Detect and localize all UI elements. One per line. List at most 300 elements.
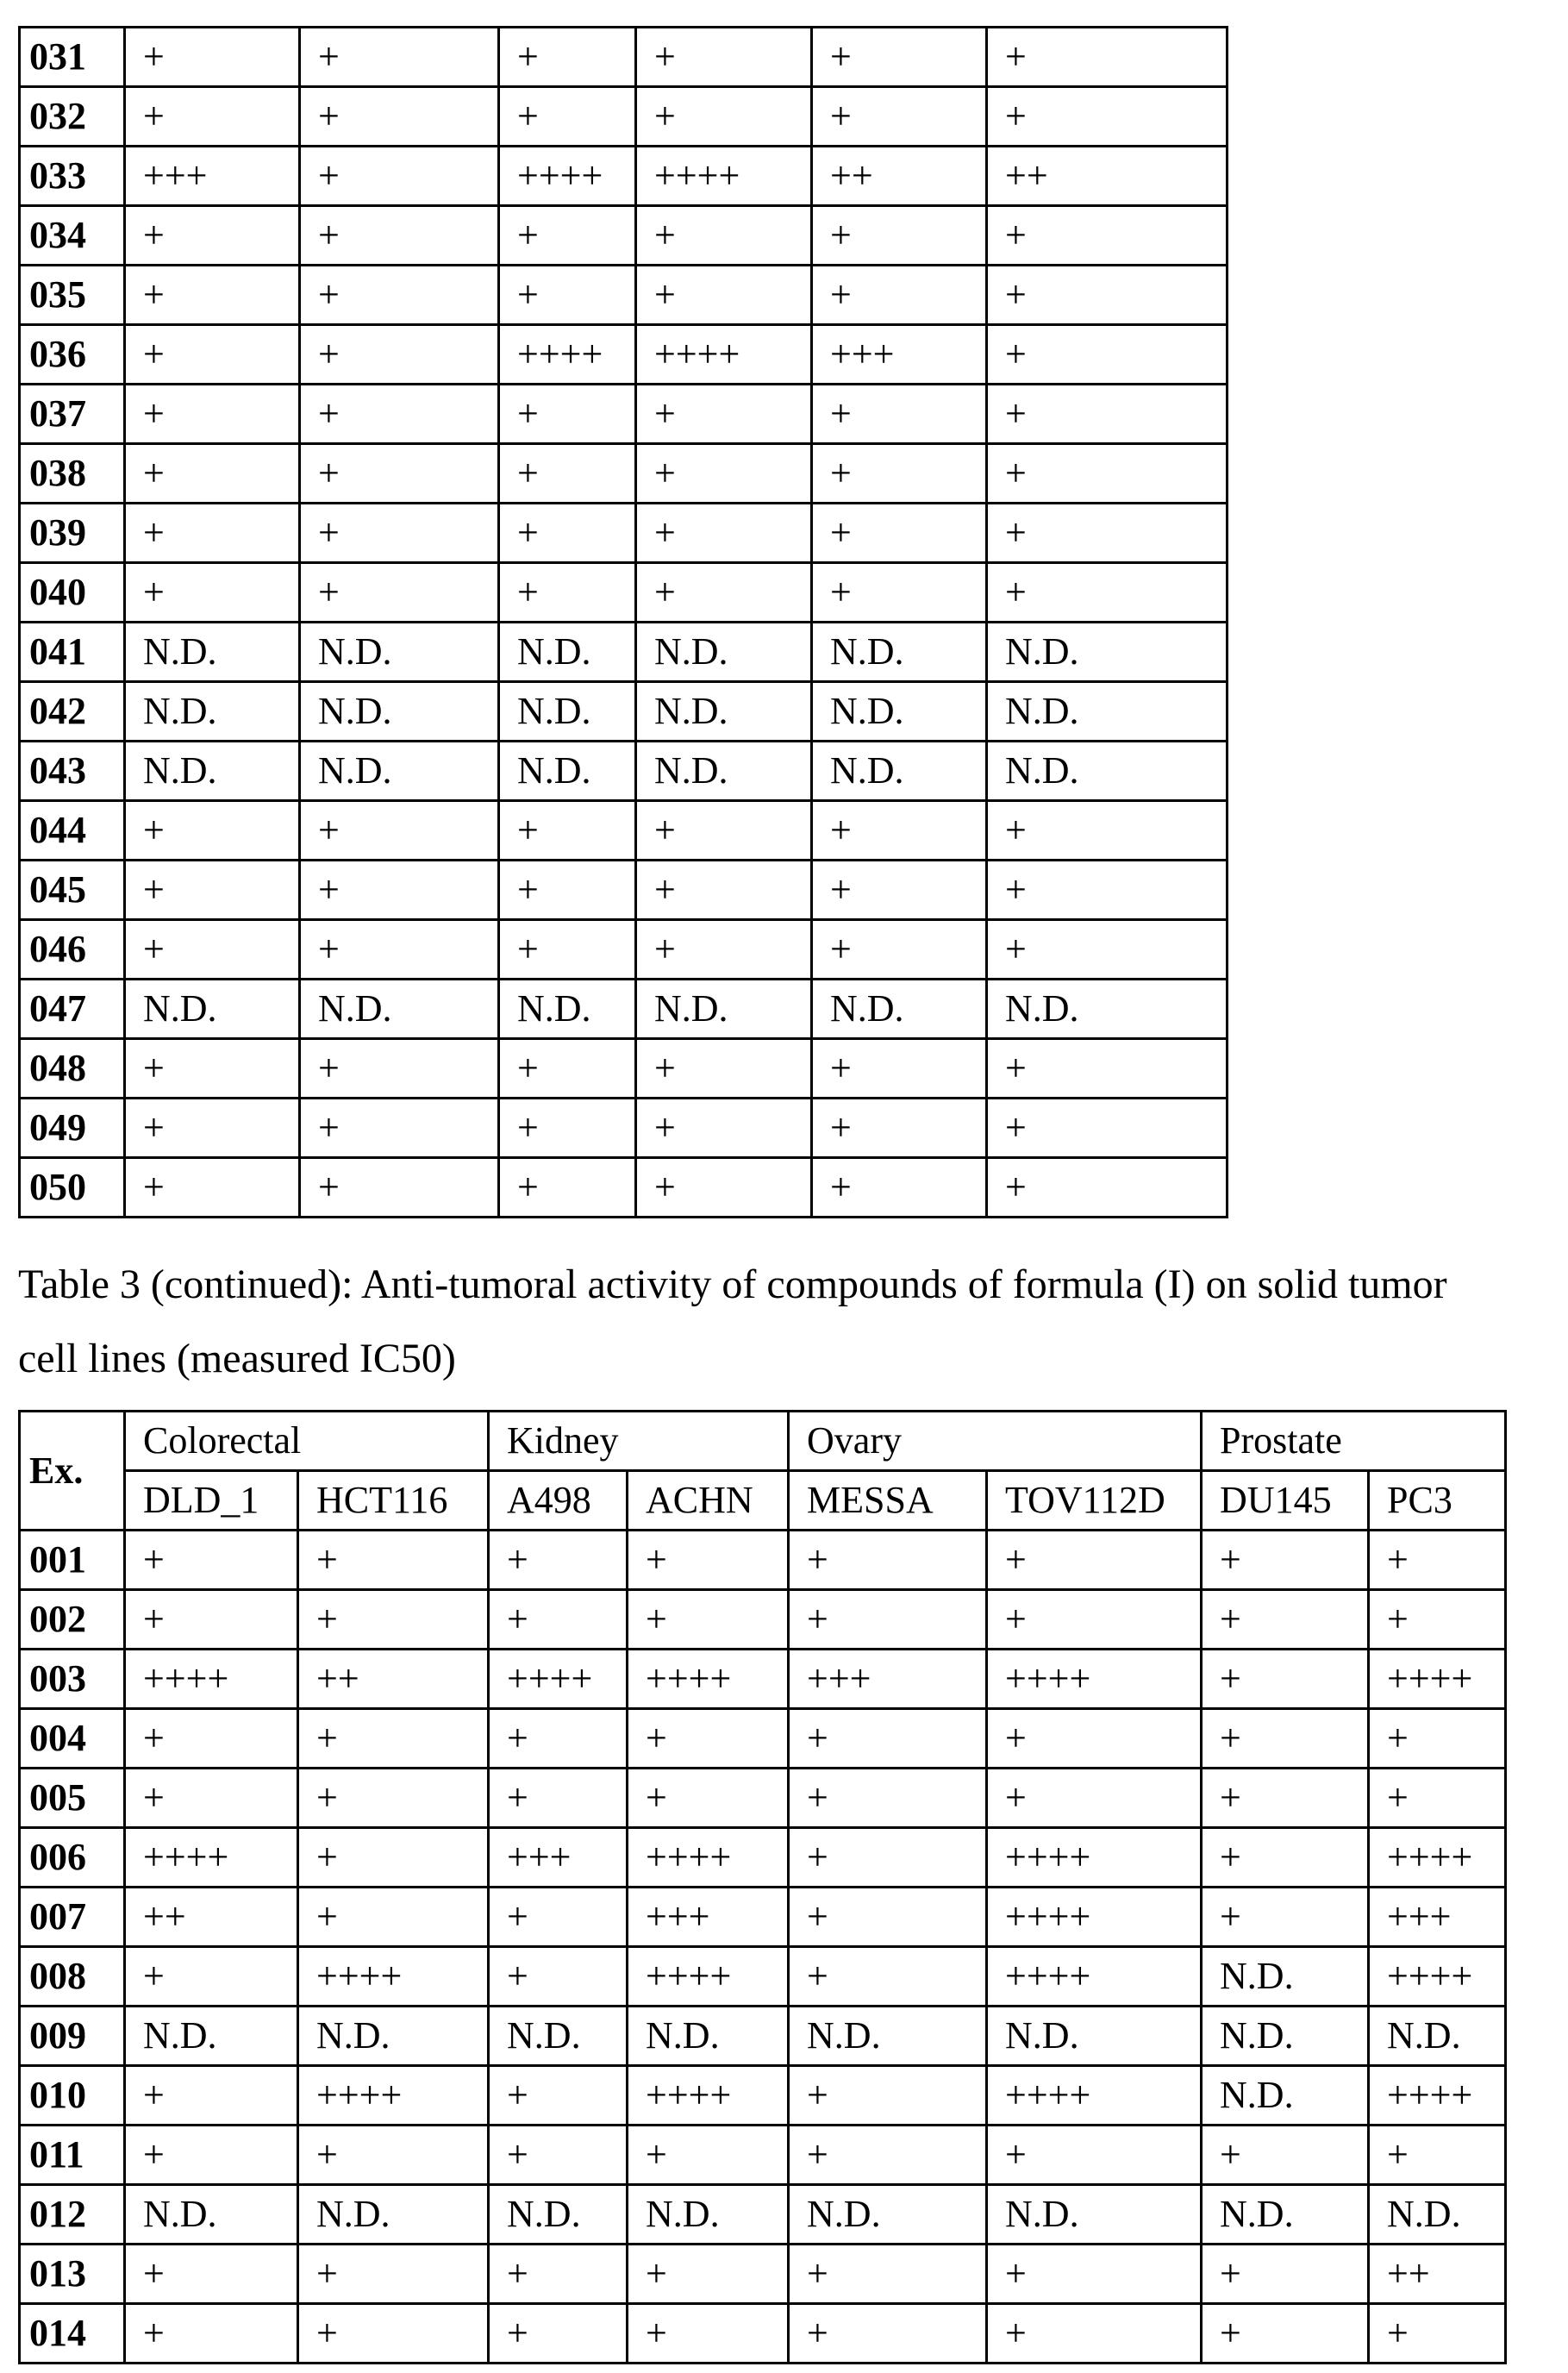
- activity-cell: +: [125, 1158, 300, 1218]
- table-row: [20, 28, 1228, 87]
- activity-cell: +: [1369, 1531, 1506, 1590]
- activity-cell: +: [499, 206, 636, 266]
- activity-cell: +: [1202, 1650, 1369, 1709]
- activity-cell: +: [812, 563, 987, 623]
- cell-line-header: ACHN: [628, 1471, 789, 1531]
- table-row: [20, 623, 1228, 682]
- activity-cell: +: [125, 1039, 300, 1099]
- activity-cell: +: [300, 861, 499, 920]
- activity-cell: +: [987, 1531, 1202, 1590]
- activity-cell: +: [125, 2066, 298, 2126]
- activity-cell: N.D.: [300, 742, 499, 801]
- activity-cell: +: [987, 206, 1228, 266]
- activity-cell: +: [298, 2245, 489, 2304]
- activity-cell: +: [789, 2126, 987, 2185]
- activity-cell: +: [987, 1158, 1228, 1218]
- activity-cell: +: [298, 2304, 489, 2364]
- activity-cell: +: [987, 861, 1228, 920]
- example-id-cell: 032: [20, 87, 125, 147]
- activity-cell: +: [1202, 1828, 1369, 1888]
- activity-cell: N.D.: [987, 2007, 1202, 2066]
- table-row: [20, 2007, 1506, 2066]
- activity-cell: +: [125, 2245, 298, 2304]
- activity-cell: N.D.: [636, 980, 812, 1039]
- activity-cell: +: [489, 2304, 628, 2364]
- activity-cell: +: [489, 2066, 628, 2126]
- table-row: [20, 385, 1228, 444]
- activity-cell: +: [300, 206, 499, 266]
- table-row: [20, 2066, 1506, 2126]
- table-row: [20, 1888, 1506, 1947]
- activity-cell: N.D.: [987, 2185, 1202, 2245]
- example-id-cell: 031: [20, 28, 125, 87]
- example-id-cell: 037: [20, 385, 125, 444]
- example-id-cell: 007: [20, 1888, 125, 1947]
- activity-cell: +: [125, 920, 300, 980]
- example-id-cell: 005: [20, 1769, 125, 1828]
- table-row: [20, 444, 1228, 504]
- activity-cell: +: [499, 920, 636, 980]
- activity-cell: ++++: [636, 325, 812, 385]
- activity-cell: +: [489, 1888, 628, 1947]
- activity-cell: N.D.: [789, 2007, 987, 2066]
- activity-cell: +++: [489, 1828, 628, 1888]
- cell-line-header: A498: [489, 1471, 628, 1531]
- example-id-cell: 039: [20, 504, 125, 563]
- activity-cell: +: [636, 1158, 812, 1218]
- activity-cell: +: [812, 444, 987, 504]
- activity-cell: +: [300, 1158, 499, 1218]
- activity-cell: +: [812, 504, 987, 563]
- activity-cell: +: [987, 87, 1228, 147]
- table-row: [20, 742, 1228, 801]
- activity-cell: +: [789, 2245, 987, 2304]
- activity-cell: +: [987, 1099, 1228, 1158]
- activity-cell: +: [987, 1039, 1228, 1099]
- activity-cell: +: [812, 87, 987, 147]
- activity-cell: ++++: [628, 2066, 789, 2126]
- activity-cell: +: [812, 920, 987, 980]
- activity-cell: +: [987, 1769, 1202, 1828]
- activity-cell: ++++: [499, 325, 636, 385]
- activity-cell: +: [628, 1590, 789, 1650]
- example-id-cell: 043: [20, 742, 125, 801]
- activity-cell: +: [789, 1709, 987, 1769]
- activity-cell: ++++: [628, 1947, 789, 2007]
- activity-cell: +: [499, 504, 636, 563]
- activity-cell: +: [125, 87, 300, 147]
- activity-cell: +: [789, 1590, 987, 1650]
- activity-cell: +: [125, 266, 300, 325]
- activity-cell: +: [628, 2126, 789, 2185]
- activity-cell: +: [499, 28, 636, 87]
- cell-line-header: DU145: [1202, 1471, 1369, 1531]
- activity-cell: N.D.: [1202, 2066, 1369, 2126]
- activity-cell: N.D.: [125, 623, 300, 682]
- activity-cell: N.D.: [499, 742, 636, 801]
- cell-line-header-row: [20, 1471, 1506, 1531]
- tissue-group-header: Ovary: [789, 1412, 1202, 1471]
- activity-cell: +: [636, 1039, 812, 1099]
- tissue-group-header-row: [20, 1412, 1506, 1471]
- activity-cell: N.D.: [1202, 2007, 1369, 2066]
- activity-cell: +: [125, 2304, 298, 2364]
- activity-cell: +: [489, 1769, 628, 1828]
- activity-cell: N.D.: [499, 623, 636, 682]
- activity-cell: N.D.: [125, 682, 300, 742]
- example-id-cell: 010: [20, 2066, 125, 2126]
- activity-cell: +: [125, 1947, 298, 2007]
- activity-cell: ++: [125, 1888, 298, 1947]
- activity-cell: +: [812, 206, 987, 266]
- activity-cell: ++++: [298, 2066, 489, 2126]
- activity-cell: N.D.: [489, 2007, 628, 2066]
- ex-column-header: Ex.: [20, 1412, 125, 1531]
- example-id-cell: 038: [20, 444, 125, 504]
- activity-cell: +: [300, 266, 499, 325]
- activity-cell: +: [1369, 2126, 1506, 2185]
- activity-cell: +: [987, 266, 1228, 325]
- bottom-table-body: [20, 1531, 1506, 2364]
- example-id-cell: 046: [20, 920, 125, 980]
- activity-cell: +: [298, 1590, 489, 1650]
- activity-cell: +: [125, 1769, 298, 1828]
- activity-cell: ++++: [298, 1947, 489, 2007]
- table-row: [20, 1158, 1228, 1218]
- activity-cell: +: [636, 28, 812, 87]
- activity-cell: +: [300, 28, 499, 87]
- bottom-table-header: [20, 1412, 1506, 1531]
- activity-cell: N.D.: [789, 2185, 987, 2245]
- cell-line-header: DLD_1: [125, 1471, 298, 1531]
- activity-cell: +: [812, 1099, 987, 1158]
- activity-cell: N.D.: [125, 2007, 298, 2066]
- activity-cell: +: [789, 2066, 987, 2126]
- activity-cell: +: [987, 325, 1228, 385]
- activity-cell: +: [300, 147, 499, 206]
- activity-cell: +: [300, 801, 499, 861]
- activity-cell: +: [636, 861, 812, 920]
- tissue-group-header: Kidney: [489, 1412, 789, 1471]
- example-id-cell: 013: [20, 2245, 125, 2304]
- activity-cell: +: [987, 28, 1228, 87]
- activity-cell: N.D.: [812, 682, 987, 742]
- activity-cell: N.D.: [125, 980, 300, 1039]
- activity-cell: +: [987, 1590, 1202, 1650]
- activity-cell: +: [812, 266, 987, 325]
- activity-cell: +: [987, 920, 1228, 980]
- activity-cell: +: [987, 801, 1228, 861]
- activity-cell: +: [300, 1039, 499, 1099]
- cell-line-header: MESSA: [789, 1471, 987, 1531]
- activity-cell: ++++: [489, 1650, 628, 1709]
- activity-cell: +: [125, 1709, 298, 1769]
- activity-cell: ++++: [987, 1947, 1202, 2007]
- activity-cell: +: [489, 1531, 628, 1590]
- activity-cell: +: [636, 801, 812, 861]
- activity-cell: +: [298, 1828, 489, 1888]
- activity-cell: N.D.: [987, 980, 1228, 1039]
- activity-cell: +: [987, 504, 1228, 563]
- table-row: [20, 1947, 1506, 2007]
- activity-cell: +: [300, 920, 499, 980]
- activity-cell: +: [499, 1099, 636, 1158]
- activity-cell: +: [125, 801, 300, 861]
- activity-cell: +: [499, 266, 636, 325]
- activity-cell: +: [499, 444, 636, 504]
- activity-cell: +: [125, 1590, 298, 1650]
- activity-cell: ++++: [1369, 2066, 1506, 2126]
- activity-cell: N.D.: [987, 623, 1228, 682]
- activity-cell: +: [300, 1099, 499, 1158]
- activity-cell: +++: [628, 1888, 789, 1947]
- table-row: [20, 147, 1228, 206]
- example-id-cell: 034: [20, 206, 125, 266]
- example-id-cell: 047: [20, 980, 125, 1039]
- activity-cell: +: [300, 563, 499, 623]
- activity-cell: +: [300, 385, 499, 444]
- activity-cell: +: [789, 1828, 987, 1888]
- activity-cell: +: [499, 1158, 636, 1218]
- activity-cell: ++++: [987, 1828, 1202, 1888]
- activity-cell: +: [636, 563, 812, 623]
- activity-cell: N.D.: [1369, 2007, 1506, 2066]
- example-id-cell: 009: [20, 2007, 125, 2066]
- activity-cell: N.D.: [499, 682, 636, 742]
- activity-cell: ++++: [1369, 1947, 1506, 2007]
- activity-cell: +: [628, 1531, 789, 1590]
- activity-cell: +: [812, 28, 987, 87]
- activity-cell: +: [125, 861, 300, 920]
- activity-cell: +: [636, 385, 812, 444]
- activity-cell: N.D.: [300, 980, 499, 1039]
- activity-cell: N.D.: [298, 2007, 489, 2066]
- activity-cell: +: [1369, 1769, 1506, 1828]
- activity-cell: +: [1202, 1590, 1369, 1650]
- activity-cell: +: [1202, 1531, 1369, 1590]
- activity-cell: ++++: [628, 1650, 789, 1709]
- activity-cell: N.D.: [987, 682, 1228, 742]
- activity-cell: +: [789, 1888, 987, 1947]
- table-row: [20, 266, 1228, 325]
- activity-cell: +: [125, 563, 300, 623]
- table-row: [20, 2245, 1506, 2304]
- activity-cell: +: [125, 28, 300, 87]
- activity-cell: N.D.: [628, 2007, 789, 2066]
- activity-cell: +: [298, 1769, 489, 1828]
- activity-cell: +: [125, 325, 300, 385]
- example-id-cell: 011: [20, 2126, 125, 2185]
- activity-cell: N.D.: [636, 623, 812, 682]
- activity-cell: +: [1369, 1709, 1506, 1769]
- activity-cell: +: [125, 504, 300, 563]
- activity-cell: +: [636, 266, 812, 325]
- example-id-cell: 048: [20, 1039, 125, 1099]
- activity-cell: +: [812, 385, 987, 444]
- table-row: [20, 87, 1228, 147]
- activity-cell: N.D.: [125, 2185, 298, 2245]
- activity-cell: +: [1202, 2126, 1369, 2185]
- activity-cell: N.D.: [125, 742, 300, 801]
- table-caption-line2: cell lines (measured IC50): [18, 1336, 456, 1381]
- table-row: [20, 2126, 1506, 2185]
- activity-cell: +: [125, 444, 300, 504]
- activity-cell: N.D.: [1369, 2185, 1506, 2245]
- table-row: [20, 2304, 1506, 2364]
- activity-cell: ++: [298, 1650, 489, 1709]
- example-id-cell: 012: [20, 2185, 125, 2245]
- table-caption-line1: Table 3 (continued): Anti-tumoral activity of compounds of formula (I) on solid tumor: [18, 1262, 1447, 1307]
- table-row: [20, 1828, 1506, 1888]
- activity-cell: +: [987, 2245, 1202, 2304]
- example-id-cell: 045: [20, 861, 125, 920]
- activity-cell: N.D.: [489, 2185, 628, 2245]
- activity-cell: +: [812, 801, 987, 861]
- activity-cell: +: [636, 1099, 812, 1158]
- table-row: [20, 1039, 1228, 1099]
- activity-cell: +: [499, 87, 636, 147]
- activity-cell: +: [499, 1039, 636, 1099]
- example-id-cell: 014: [20, 2304, 125, 2364]
- activity-cell: N.D.: [812, 742, 987, 801]
- activity-cell: N.D.: [300, 682, 499, 742]
- activity-cell: +: [489, 1709, 628, 1769]
- activity-cell: ++: [1369, 2245, 1506, 2304]
- activity-cell: +: [1202, 1769, 1369, 1828]
- activity-cell: N.D.: [812, 980, 987, 1039]
- example-id-cell: 050: [20, 1158, 125, 1218]
- activity-cell: ++++: [636, 147, 812, 206]
- activity-cell: +: [987, 444, 1228, 504]
- activity-cell: +: [300, 325, 499, 385]
- table-row: [20, 1709, 1506, 1769]
- activity-cell: ++++: [1369, 1650, 1506, 1709]
- activity-cell: +: [298, 1888, 489, 1947]
- example-id-cell: 003: [20, 1650, 125, 1709]
- table-row: [20, 1099, 1228, 1158]
- example-id-cell: 040: [20, 563, 125, 623]
- table-row: [20, 980, 1228, 1039]
- activity-cell: +: [125, 385, 300, 444]
- example-id-cell: 044: [20, 801, 125, 861]
- activity-cell: N.D.: [636, 682, 812, 742]
- table-row: [20, 206, 1228, 266]
- activity-cell: N.D.: [812, 623, 987, 682]
- activity-cell: ++++: [499, 147, 636, 206]
- activity-cell: N.D.: [628, 2185, 789, 2245]
- activity-cell: +: [300, 444, 499, 504]
- activity-cell: +++: [125, 147, 300, 206]
- activity-cell: +: [987, 2126, 1202, 2185]
- activity-cell: N.D.: [1202, 2185, 1369, 2245]
- activity-cell: +: [789, 1769, 987, 1828]
- activity-cell: ++++: [628, 1828, 789, 1888]
- cell-line-header: TOV112D: [987, 1471, 1202, 1531]
- example-id-cell: 004: [20, 1709, 125, 1769]
- table-row: [20, 504, 1228, 563]
- activity-cell: ++++: [1369, 1828, 1506, 1888]
- cell-line-header: HCT116: [298, 1471, 489, 1531]
- activity-cell: +: [1202, 2245, 1369, 2304]
- table-row: [20, 1650, 1506, 1709]
- activity-cell: +: [125, 206, 300, 266]
- cell-line-header: PC3: [1369, 1471, 1506, 1531]
- activity-cell: ++++: [125, 1828, 298, 1888]
- activity-cell: +: [987, 2304, 1202, 2364]
- activity-cell: ++: [987, 147, 1228, 206]
- activity-cell: +: [1202, 1709, 1369, 1769]
- activity-cell: N.D.: [300, 623, 499, 682]
- activity-cell: +: [789, 1947, 987, 2007]
- activity-cell: N.D.: [636, 742, 812, 801]
- activity-cell: +: [636, 504, 812, 563]
- activity-cell: +: [987, 1709, 1202, 1769]
- activity-cell: +: [812, 1158, 987, 1218]
- table-row: [20, 325, 1228, 385]
- activity-cell: ++++: [987, 2066, 1202, 2126]
- table-row: [20, 920, 1228, 980]
- example-id-cell: 041: [20, 623, 125, 682]
- activity-cell: +: [489, 2126, 628, 2185]
- table-row: [20, 801, 1228, 861]
- activity-cell: +: [300, 504, 499, 563]
- example-id-cell: 001: [20, 1531, 125, 1590]
- activity-cell: +: [1369, 2304, 1506, 2364]
- activity-cell: +: [1202, 2304, 1369, 2364]
- activity-cell: N.D.: [298, 2185, 489, 2245]
- example-id-cell: 033: [20, 147, 125, 206]
- activity-cell: +: [499, 801, 636, 861]
- activity-cell: +: [812, 1039, 987, 1099]
- top-table-body: [20, 28, 1228, 1218]
- activity-cell: +: [1202, 1888, 1369, 1947]
- example-id-cell: 006: [20, 1828, 125, 1888]
- table-row: [20, 563, 1228, 623]
- activity-cell: +: [499, 563, 636, 623]
- activity-cell: +: [489, 1590, 628, 1650]
- activity-cell: +: [125, 1099, 300, 1158]
- activity-cell: +++: [1369, 1888, 1506, 1947]
- activity-cell: +: [499, 385, 636, 444]
- activity-cell: +: [298, 1531, 489, 1590]
- activity-cell: +: [987, 385, 1228, 444]
- activity-cell: N.D.: [987, 742, 1228, 801]
- activity-cell: +: [298, 1709, 489, 1769]
- activity-cell: +: [125, 1531, 298, 1590]
- table-row: [20, 1769, 1506, 1828]
- activity-cell: ++++: [987, 1650, 1202, 1709]
- activity-cell: +: [628, 1769, 789, 1828]
- table-row: [20, 861, 1228, 920]
- activity-cell: ++++: [125, 1650, 298, 1709]
- example-id-cell: 002: [20, 1590, 125, 1650]
- table-row: [20, 2185, 1506, 2245]
- activity-cell: +: [812, 861, 987, 920]
- activity-cell: +: [789, 2304, 987, 2364]
- activity-cell: +: [636, 87, 812, 147]
- activity-cell: ++++: [987, 1888, 1202, 1947]
- activity-cell: +: [489, 2245, 628, 2304]
- activity-cell: +: [628, 2245, 789, 2304]
- activity-cell: +: [628, 1709, 789, 1769]
- activity-cell: +: [298, 2126, 489, 2185]
- activity-cell: +: [125, 2126, 298, 2185]
- activity-cell: +: [300, 87, 499, 147]
- activity-cell: N.D.: [499, 980, 636, 1039]
- activity-cell: +++: [789, 1650, 987, 1709]
- example-id-cell: 035: [20, 266, 125, 325]
- table-3-solid-tumor-cell-lines: [18, 1410, 1507, 2364]
